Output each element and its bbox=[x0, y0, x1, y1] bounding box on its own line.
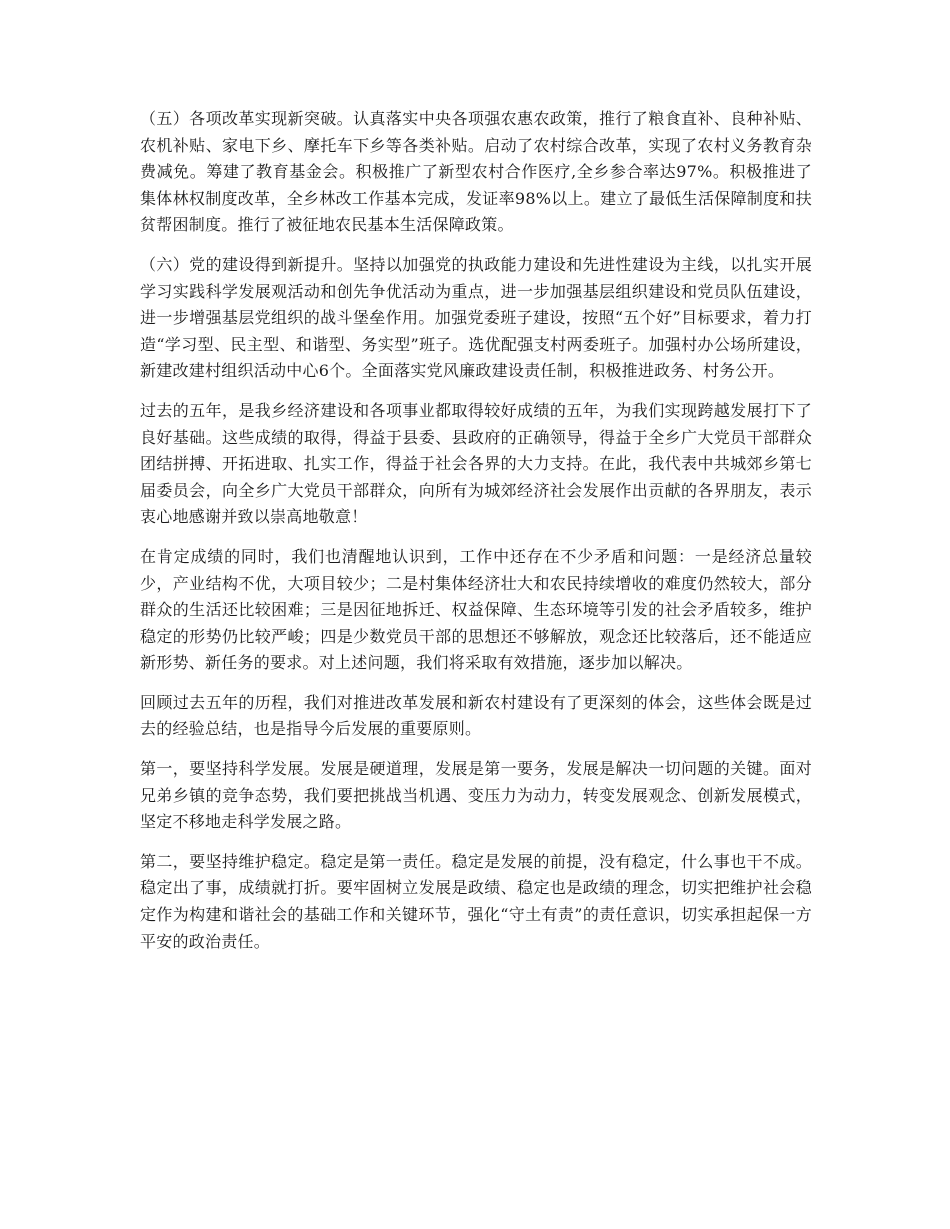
paragraph-experience: 回顾过去五年的历程，我们对推进改革发展和新农村建设有了更深刻的体会，这些体会既是过去的经验总结，也是指导今后发展的重要原则。 bbox=[140, 692, 812, 739]
paragraph-maintain-stability: 第二，要坚持维护稳定。稳定是第一责任。稳定是发展的前提，没有稳定，什么事也干不成。稳定出了事，成绩就打折。要牢固树立发展是政绩、稳定也是政绩的理念，切实把维护社会稳定作为构建和谐社会的基础工作和关键环节，强化“守土有责”的责任意识，切实承担起保一方平安的政治责任。 bbox=[140, 851, 812, 951]
paragraph-five-year-review: 过去的五年，是我乡经济建设和各项事业都取得较好成绩的五年，为我们实现跨越发展打下了良好基础。这些成绩的取得，得益于县委、县政府的正确领导，得益于全乡广大党员干部群众团结拼搏、开拓进取、扎实工作，得益于社会各界的大力支持。在此，我代表中共城郊乡第七届委员会，向全乡广大党员干部群众，向所有为城郊经济社会发展作出贡献的各界朋友，表示衷心地感谢并致以崇高地敬意！ bbox=[140, 400, 812, 527]
document-body bbox=[140, 106, 812, 968]
paragraph-reform-breakthrough: （五）各项改革实现新突破。认真落实中央各项强农惠农政策，推行了粮食直补、良种补贴、农机补贴、家电下乡、摩托车下乡等各类补贴。启动了农村综合改革，实现了农村义务教育杂费减免。筹建了教育基金会。积极推广了新型农村合作医疗,全乡参合率达97%。积极推进了集体林权制度改革，全乡林改工作基本完成，发证率98%以上。建立了最低生活保障制度和扶贫帮困制度。推行了被征地农民基本生活保障政策。 bbox=[140, 109, 812, 235]
paragraph-party-building: （六）党的建设得到新提升。坚持以加强党的执政能力建设和先进性建设为主线，以扎实开展学习实践科学发展观活动和创先争优活动为重点，进一步加强基层组织建设和党员队伍建设，进一步增强基层党组织的战斗堡垒作用。加强党委班子建设，按照“五个好”目标要求，着力打造“学习型、民主型、和谐型、务实型”班子。选优配强支村两委班子。加强村办公场所建设，新建改建村组织活动中心6个。全面落实党风廉政建设责任制，积极推进政务、村务公开。 bbox=[140, 254, 812, 381]
paragraph-problems: 在肯定成绩的同时，我们也清醒地认识到，工作中还存在不少矛盾和问题：一是经济总量较少，产业结构不优，大项目较少；二是村集体经济壮大和农民持续增收的难度仍然较大，部分群众的生活还比较困难；三是因征地拆迁、权益保障、生态环境等引发的社会矛盾较多，维护稳定的形势仍比较严峻；四是少数党员干部的思想还不够解放，观念还比较落后，还不能适应新形势、新任务的要求。对上述问题，我们将采取有效措施，逐步加以解决。 bbox=[140, 546, 812, 673]
paragraph-scientific-development: 第一，要坚持科学发展。发展是硬道理，发展是第一要务，发展是解决一切问题的关键。面对兄弟乡镇的竞争态势，我们要把挑战当机遇、变压力为动力，转变发展观念、创新发展模式，坚定不移地走科学发展之路。 bbox=[140, 759, 812, 832]
